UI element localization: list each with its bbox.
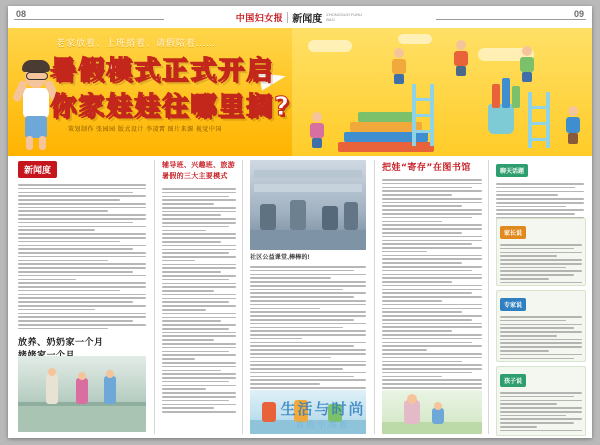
body-text-block [382,179,482,389]
pencil-icon [502,78,510,108]
photo-library-reading [250,160,366,250]
subsection-heading-3: 把娃“寄存”在图书馆 [382,163,471,173]
ladder-illustration [546,92,550,148]
column-4 [382,156,482,391]
pencil-icon [492,84,500,108]
body-text-block [500,316,582,359]
nameplate-subtitle: ZHONGGUO FUNU BAO [326,12,363,22]
ladder-rung [528,138,546,141]
column-rule [154,160,155,434]
column-2 [162,156,236,415]
article-body [8,156,592,438]
column-rule [488,160,489,434]
ladder-rung [412,98,430,101]
cloud-shape [308,40,352,52]
sidebar-box-parents [496,218,586,286]
section-badge-wrap [18,160,146,178]
ladder-rung [412,114,430,117]
masthead [8,6,592,29]
column-rule [242,160,243,434]
illustration-figure [564,106,582,144]
column-rule [374,160,375,434]
sidebar-box-experts [496,290,586,362]
photo-stairs [18,356,146,432]
pencil-cup-illustration [488,104,514,134]
section-badge: 新闻度 [18,161,57,178]
nameplate-divider [287,12,288,23]
watermark-sub: 我的小海报 [295,420,351,429]
nameplate [236,10,365,25]
subsection-heading-1: 放养、奶奶家一个月 [18,338,104,349]
ladder-rung [528,106,546,109]
ladder-rung [412,130,430,133]
body-text-block [18,184,146,329]
illustration-figure [518,46,536,82]
body-text-block [162,188,236,413]
body-text-block [500,392,582,431]
illustration-figure [390,48,408,84]
folio-left: 08 [16,9,27,19]
ladder-illustration [430,84,434,146]
sidebar-heading-experts: 专家说 [500,298,526,311]
section-title: 新闻度 [292,13,323,25]
hero-byline: 策划制作 张园园 版式设计 李凌霄 图片来源 视觉中国 [68,127,222,133]
deck-line-1: 辅导班、兴趣班、旅游 [162,162,235,169]
photo-caption: 社区公益课堂,棒棒的! [250,255,310,261]
watermark-main: 生活与时尚 [280,401,366,418]
sidebar-box-kids [496,366,586,436]
sidebar-heading-parents: 家长说 [500,226,526,239]
pencil-icon [512,86,520,108]
hero-kicker: 老家放着、上班捎着、请假陪着…… [56,38,217,48]
sidebar-heading-kids: 孩子说 [500,374,526,387]
newspaper-logo: 中国妇女报 [235,13,284,24]
newspaper-page [8,6,592,438]
column-3 [250,156,366,417]
watermark [238,398,408,434]
folio-rule-right [436,19,586,20]
folio-right: 09 [573,9,584,19]
deck-line-2: 暑假的三大主要模式 [162,173,228,180]
hero-headline-line1: 暑假模式正式开启 [50,56,275,86]
hero-headline-line2: 你家娃娃往哪里搁? [50,92,292,122]
hero-banner [8,28,592,156]
illustration-figure [452,40,470,76]
cloud-shape [398,34,432,44]
ladder-rung [528,122,546,125]
folio-rule-left [14,19,164,20]
sidebar-head-wrap [496,160,584,178]
body-text-block [500,244,582,283]
sidebar-heading-topics: 聊天话题 [496,164,528,177]
illustration-figure [308,112,326,148]
